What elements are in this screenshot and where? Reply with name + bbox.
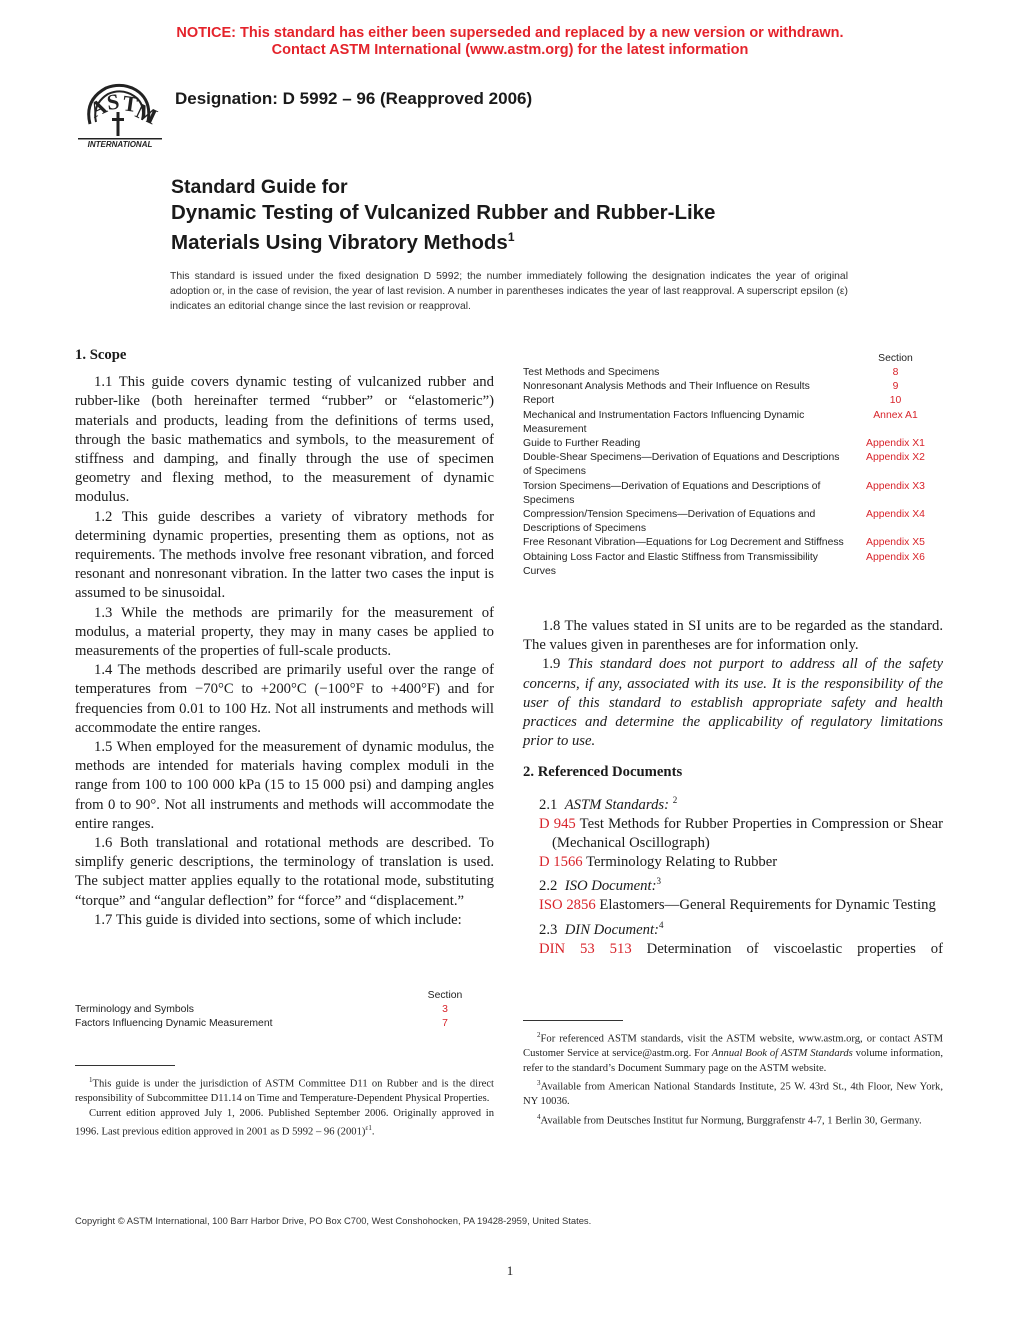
- toc-row-section-link[interactable]: Annex A1: [873, 409, 918, 421]
- footnote-2-text-b: volume information, refer to the standard’s Document Summary page on the ASTM website.: [523, 1048, 943, 1074]
- para-1-3: 1.3 While the methods are primarily for the measurement of modulus, a material property, they may in many cases be applied to measurements of the properties of full-scale products.: [75, 604, 494, 660]
- toc-row-title: Obtaining Loss Factor and Elastic Stiffness from Transmissibility Curves: [523, 551, 818, 577]
- para-1-8: 1.8 The values stated in SI units are to be regarded as the standard. The values given in parentheses are for information only.: [523, 618, 943, 654]
- reference-item: [523, 853, 943, 872]
- svg-text:M: M: [131, 97, 162, 130]
- toc-row: [523, 409, 943, 437]
- toc-row-title: Free Resonant Vibration—Equations for Log Decrement and Stiffness: [523, 537, 844, 549]
- reference-item: [523, 940, 943, 959]
- para-1-2: 1.2 This guide describes a variety of vibratory methods for determining dynamic properties, presenting them as options, not as requirements. The methods involve free resonant vibration, and forced resonant and nonresonant vibration. In the latter two cases the input is assumed to be sinusoidal.: [75, 508, 494, 602]
- footnotes-right: [523, 1028, 943, 1129]
- astm-logo: [78, 78, 162, 150]
- designation: Designation: D 5992 – 96 (Reapproved 2006): [175, 89, 533, 108]
- toc-row: [523, 480, 943, 508]
- footnotes-left: [75, 1073, 494, 1140]
- toc-row-title: Report: [523, 395, 555, 407]
- svg-text:A: A: [85, 93, 111, 123]
- toc-right-header: Section: [878, 353, 913, 364]
- epsilon-mark: ε1: [365, 1124, 372, 1133]
- subsection-2-2-label: ISO Document:: [564, 878, 657, 895]
- toc-row: [523, 380, 943, 394]
- para-1-9-number: 1.9: [542, 656, 561, 673]
- footnote-1-mark: 1: [89, 1076, 93, 1084]
- para-1-1: 1.1 This guide covers dynamic testing of vulcanized rubber and rubber-like (both hereinafter termed “rubber” or “elastomeric”) materials and products, leading from the definitions of terms used, through the basic mathematics and symbols, to the measurement of stiffness and damping, and finally through the use of specimen geometry and flexing method, to the measurement of dynamic modulus.: [75, 374, 494, 506]
- reference-title: Elastomers—General Requirements for Dynamic Testing: [599, 897, 936, 914]
- svg-text:T: T: [121, 90, 140, 117]
- left-column: [75, 346, 494, 930]
- para-1-7: 1.7 This guide is divided into sections, some of which include:: [94, 911, 462, 928]
- toc-row-title: Nonresonant Analysis Methods and Their Influence on Results: [523, 381, 810, 393]
- subsection-2-2-number: 2.2: [539, 878, 558, 895]
- toc-row: [523, 508, 943, 536]
- subsection-2-2: [523, 872, 943, 896]
- toc-row-title: Compression/Tension Specimens—Derivation of Equations and Descriptions of Specimens: [523, 509, 816, 535]
- reference-link[interactable]: D 945: [539, 815, 576, 832]
- page-number: 1: [506, 1263, 514, 1278]
- para-1-6: 1.6 Both translational and rotational methods are described. To simplify generic descriptions, the terminology of translation is used. The subject matter applies equally to the rotational mode, substituting “torque” and “angular deflection” for “force” and “displacement.”: [75, 835, 494, 909]
- footnote-3-ref: 3: [656, 876, 661, 887]
- toc-row-title: Factors Influencing Dynamic Measurement: [75, 1018, 273, 1030]
- footnote-3: [523, 1076, 943, 1110]
- subsection-2-3-label: DIN Document:: [564, 921, 659, 938]
- reference-link[interactable]: DIN 53 513: [539, 940, 632, 957]
- toc-row-section-link[interactable]: Appendix X3: [866, 480, 925, 492]
- toc-left-header: Section: [427, 990, 463, 1001]
- astm-logo-mark: [78, 78, 162, 150]
- toc-row-section-link[interactable]: Appendix X2: [866, 452, 925, 464]
- footnote-2-ref: 2: [672, 794, 678, 805]
- footnote-4: [523, 1110, 943, 1129]
- toc-row-title: Terminology and Symbols: [75, 1004, 194, 1015]
- title-line-1: Standard Guide for: [171, 176, 348, 198]
- footnote-2-text-a: For referenced ASTM standards, visit the ASTM website, www.astm.org, or contact ASTM Customer Service at service@astm.org. For: [523, 1033, 943, 1060]
- para-1-9: [523, 655, 943, 751]
- toc-row-section-link[interactable]: 3: [442, 1004, 448, 1015]
- toc-row-section-link[interactable]: Appendix X4: [866, 509, 925, 521]
- reference-link[interactable]: D 1566: [539, 854, 583, 871]
- notice-line-1: NOTICE: This standard has either been superseded and replaced by a new version or withdrawn.: [176, 25, 844, 41]
- subsection-2-3-number: 2.3: [539, 921, 558, 938]
- para-1-9-text: This standard does not purport to address all of the safety concerns, if any, associated with its use. It is the responsibility of the user of this standard to establish appropriate safety and health practices and determine the applicability of regulatory limitations prior to use.: [523, 656, 944, 750]
- notice-line-2: Contact ASTM International (www.astm.org) for the latest information: [271, 42, 749, 58]
- toc-left-header-row: [75, 989, 475, 1003]
- reference-link[interactable]: ISO 2856: [539, 897, 596, 914]
- reference-item: [523, 815, 943, 853]
- toc-left: [75, 989, 475, 1031]
- toc-row-title: Torsion Specimens—Derivation of Equations and Descriptions of Specimens: [523, 480, 821, 506]
- footnote-1-text: This guide is under the jurisdiction of ASTM Committee D11 on Rubber and is the direct responsibility of Subcommittee D11.14 on Time and Temperature-Dependent Physical Properties.: [75, 1078, 494, 1105]
- toc-row-section-link[interactable]: 9: [892, 381, 899, 393]
- toc-row: [523, 394, 943, 408]
- copyright: Copyright © ASTM International, 100 Barr Harbor Drive, PO Box C700, West Conshohocken, PA 19428-2959, United States.: [75, 1215, 592, 1226]
- toc-row: [75, 1017, 475, 1031]
- subsection-2-1: [523, 791, 943, 815]
- toc-row-title: Guide to Further Reading: [523, 438, 641, 450]
- toc-row: [523, 551, 943, 579]
- footnote-4-ref: 4: [658, 919, 664, 930]
- title-footnote-mark: 1: [507, 230, 515, 244]
- footnote-4-text: Available from Deutsches Institut fur Normung, Burggrafenstr 4-7, 1 Berlin 30, Germany.: [540, 1115, 922, 1127]
- title-line-2: Dynamic Testing of Vulcanized Rubber and Rubber-Like: [171, 201, 716, 224]
- reference-item: [523, 896, 943, 915]
- right-column: [523, 617, 943, 959]
- reference-title: Test Methods for Rubber Properties in Compression or Shear (Mechanical Oscillograph): [552, 815, 943, 851]
- toc-row: [75, 1003, 475, 1017]
- footnote-rule-left: [75, 1065, 175, 1066]
- footnote-1-edition-text: Current edition approved July 1, 2006. Published September 2006. Originally approved in 1996. Last previous edition approved in 2001 as D 5992 – 96 (2001): [75, 1107, 494, 1138]
- para-1-5: 1.5 When employed for the measurement of dynamic modulus, the methods are intended for materials having complex moduli in the range from 100 to 100 000 kPa (15 to 15 000 psi) and damping angles from 0 to 90°. Not all instruments and methods will accommodate the entire ranges.: [75, 739, 494, 832]
- toc-right-header-row: [523, 352, 943, 366]
- footnote-3-mark: 3: [537, 1079, 541, 1088]
- toc-row-title: Mechanical and Instrumentation Factors Influencing Dynamic Measurement: [523, 409, 805, 435]
- document-title: [171, 175, 715, 255]
- footnote-2: [523, 1028, 943, 1076]
- subsection-2-1-number: 2.1: [539, 796, 558, 813]
- footnote-3-text: Available from American National Standards Institute, 25 W. 43rd St., 4th Floor, New York, NY 10036.: [523, 1081, 943, 1108]
- reference-title: Determination of viscoelastic properties of: [646, 940, 943, 957]
- superseded-notice: [0, 25, 1020, 59]
- subsection-2-1-label: ASTM Standards:: [564, 796, 670, 813]
- toc-row-section-link[interactable]: Appendix X1: [866, 438, 925, 450]
- svg-text:INTERNATIONAL: INTERNATIONAL: [87, 140, 153, 149]
- toc-row: [523, 366, 943, 380]
- toc-row-section-link[interactable]: 7: [442, 1018, 448, 1030]
- footnote-1: [75, 1073, 494, 1107]
- toc-row: [523, 451, 943, 479]
- footnote-1-edition: [75, 1107, 494, 1141]
- toc-row-section-link[interactable]: Appendix X6: [866, 551, 925, 563]
- toc-row: [523, 536, 943, 550]
- subsection-2-3: [523, 916, 943, 940]
- issuance-note: This standard is issued under the fixed designation D 5992; the number immediately following the designation indicates the year of original adoption or, in the case of revision, the year of last revision. A number in parentheses indicates the year of last reapproval. A superscript epsilon (ε) indicates an editorial change since the last revision or reapproval.: [170, 271, 848, 312]
- title-line-3-text: Materials Using Vibratory Methods: [171, 230, 508, 254]
- toc-right: [523, 352, 943, 579]
- toc-row-section-link[interactable]: Appendix X5: [866, 537, 925, 549]
- footnote-2-italic: Annual Book of ASTM Standards: [711, 1048, 853, 1060]
- footnote-2-mark: 2: [537, 1031, 541, 1039]
- svg-text:S: S: [105, 88, 121, 115]
- toc-row-title: Test Methods and Specimens: [523, 367, 660, 378]
- reference-title: Terminology Relating to Rubber: [586, 854, 778, 871]
- section-1-heading: 1. Scope: [75, 347, 127, 363]
- toc-row-title: Double-Shear Specimens—Derivation of Equations and Descriptions of Specimens: [523, 452, 840, 478]
- toc-right-rows: [523, 366, 943, 579]
- title-line-3: [171, 225, 715, 255]
- footnote-1-end: .: [371, 1126, 375, 1138]
- para-1-4: 1.4 The methods described are primarily useful over the range of temperatures from −70°C to +200°C (−100°F to +400°F) and for frequencies from 0.01 to 100 Hz. Not all instruments and methods will accommodate the entire ranges.: [75, 662, 494, 736]
- toc-row-section-link[interactable]: 10: [889, 395, 902, 407]
- toc-row-section-link[interactable]: 8: [892, 367, 899, 378]
- footnote-rule-right: [523, 1020, 623, 1021]
- section-2-heading: 2. Referenced Documents: [523, 764, 683, 781]
- toc-row: [523, 437, 943, 451]
- footnote-4-mark: 4: [537, 1113, 541, 1122]
